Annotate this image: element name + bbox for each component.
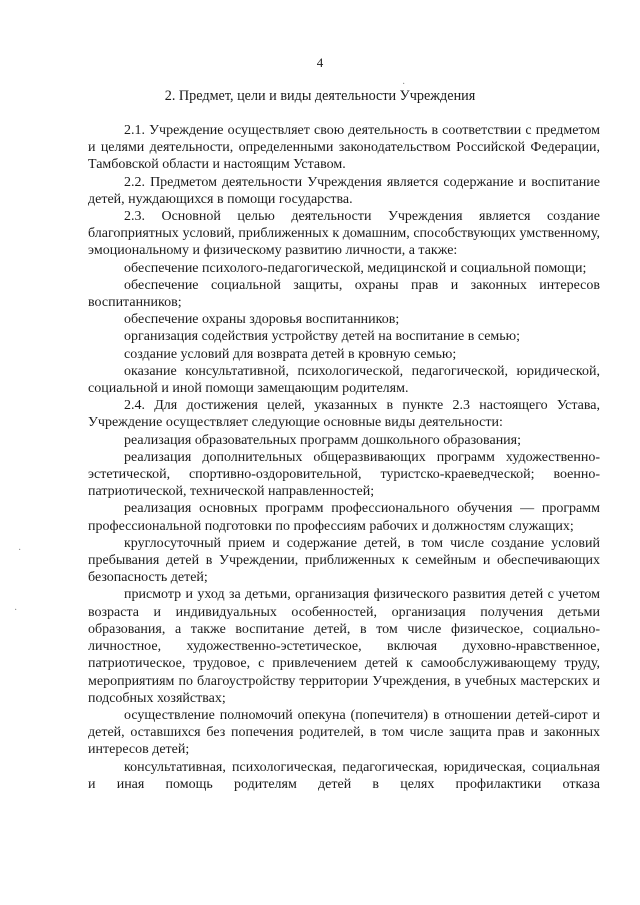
list-item: присмотр и уход за детьми, организация физического развития детей с учетом возраста и индивидуальных особенностей, организация получения детьми образования, а также воспитание детей, в том числе физическое, социально-личностное, художественно-эстетическое, включая духовно-нравственное, патриотическое, трудовое, с привлечением детей к самообслуживающему труду, мероприятиям по благоустройству территории Учреждения, в учебных мастерских и подсобных хозяйствах; xyxy=(88,587,600,706)
list-item: обеспечение охраны здоровья воспитанников; xyxy=(124,312,400,328)
list-item: реализация образовательных программ дошкольного образования; xyxy=(124,432,522,448)
scan-speck: · xyxy=(402,79,406,90)
paragraph-2-1: 2.1. Учреждение осуществляет свою деятельность в соответствии с предметом и целями деятельности, определенными законодательством Российской Федерации, Тамбовской области и настоящим Уставом. xyxy=(88,123,600,173)
list-item: организация содействия устройству детей на воспитание в семью; xyxy=(124,329,521,345)
list-item: осуществление полномочий опекуна (попечителя) в отношении детей-сирот и детей, оставшихся без попечения родителей, в том числе защита прав и законных интересов детей; xyxy=(88,707,600,758)
list-item: круглосуточный прием и содержание детей, в том числе создание условий пребывания детей в Учреждении, приближенных к семейным и обеспечивающих безопасность детей; xyxy=(88,535,600,586)
scan-speck: · xyxy=(14,605,18,616)
section-heading: 2. Предмет, цели и виды деятельности Учреждения xyxy=(164,88,476,104)
scan-speck: · xyxy=(18,545,22,556)
paragraph-2-2: 2.2. Предметом деятельности Учреждения является содержание и воспитание детей, нуждающихся в помощи государства. xyxy=(88,174,600,207)
paragraph-2-4: 2.4. Для достижения целей, указанных в пункте 2.3 настоящего Устава, Учреждение осуществляет следующие основные виды деятельности: xyxy=(88,398,600,431)
list-item: реализация дополнительных общеразвивающих программ художественно-эстетической, спортивно-оздоровительной, туристско-краеведческой; военно-патриотической, технической направленностей; xyxy=(88,449,600,500)
paragraph-2-3: 2.3. Основной целью деятельности Учреждения является создание благоприятных условий, приближенных к домашним, способствующих умственному, эмоциональному и физическому развитию личности, а также: xyxy=(88,209,600,259)
list-item: оказание консультативной, психологической, педагогической, юридической, социальной и иной помощи замещающим родителям. xyxy=(88,363,600,397)
list-item: реализация основных программ профессионального обучения — программ профессиональной подготовки по профессиям рабочих и должностям служащих; xyxy=(88,501,600,534)
document-body xyxy=(88,122,600,793)
list-item: обеспечение социальной защиты, охраны прав и законных интересов воспитанников; xyxy=(88,277,600,311)
list-item: консультативная, психологическая, педагогическая, юридическая, социальная и иная помощь родителям детей в целях профилактики отказа xyxy=(88,759,600,792)
list-item: обеспечение психолого-педагогической, медицинской и социальной помощи; xyxy=(124,260,587,276)
page-number: 4 xyxy=(316,55,324,70)
list-item: создание условий для возврата детей в кровную семью; xyxy=(124,346,457,362)
